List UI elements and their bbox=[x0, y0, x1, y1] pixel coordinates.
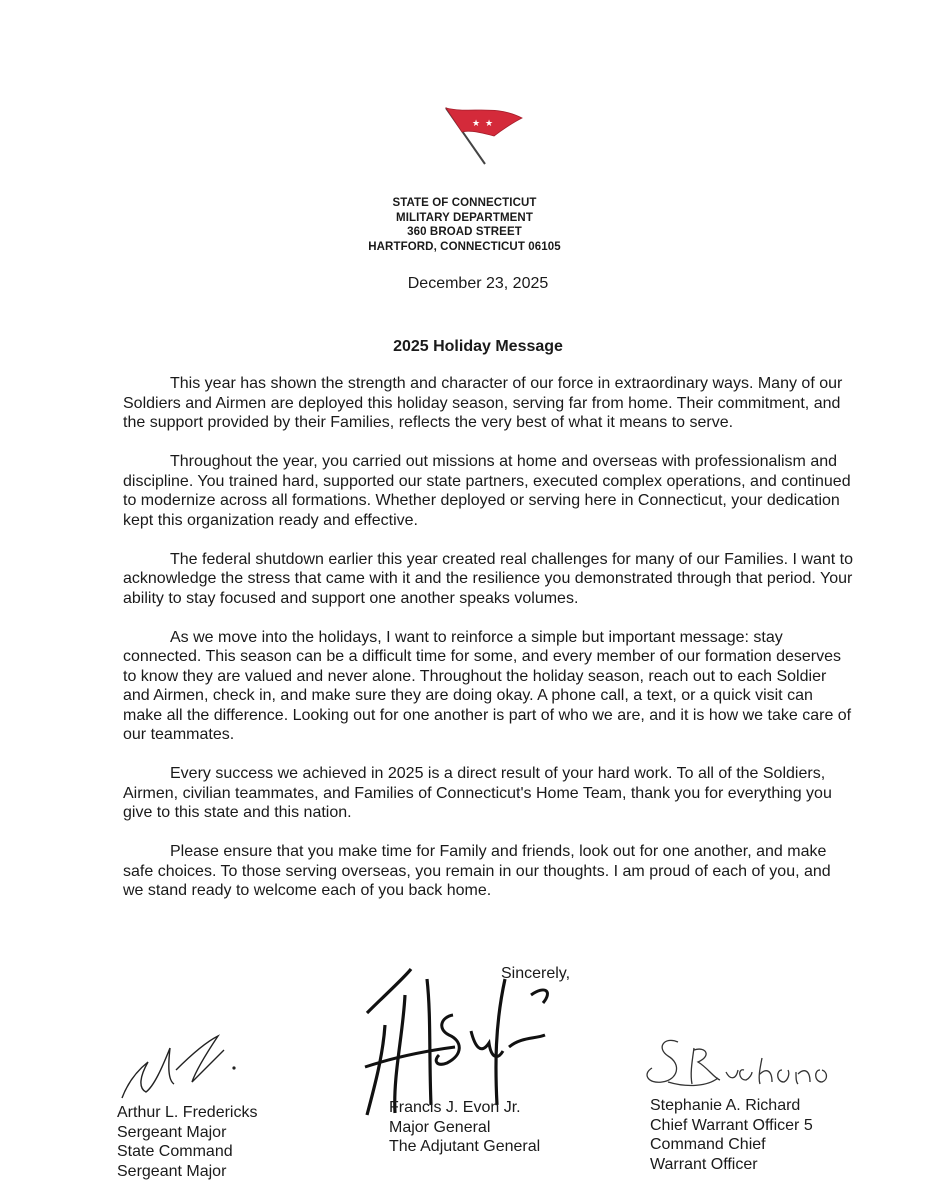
signatory-name: Stephanie A. Richard bbox=[650, 1097, 801, 1114]
body-paragraph: Please ensure that you make time for Family and friends, look out for one another, and make safe choices. To those serving overseas, you remain in our thoughts. I am proud of each of you, and we stand ready to welcome each of you back home. bbox=[123, 843, 831, 899]
body-paragraph: As we move into the holidays, I want to reinforce a simple but important message: stay connected. This season can be a difficult time for some, and every member of our formation deserves to know they are valued and never alone. Throughout the holiday season, reach out to each Soldier and Airmen, check in, and make sure they are doing okay. A phone call, a text, or a quick visit can make all the difference. Looking out for one another is part of who we are, and it is how we take care of our teammates. bbox=[123, 628, 852, 743]
signatory-title: Warrant Officer bbox=[650, 1155, 758, 1173]
signatory-title: Sergeant Major bbox=[117, 1162, 227, 1180]
signatory-title: Major General bbox=[389, 1118, 491, 1136]
signatory-title: Command Chief bbox=[650, 1136, 766, 1153]
closing: Sincerely, bbox=[501, 965, 571, 982]
signatory-right bbox=[650, 1096, 813, 1174]
signature-left bbox=[110, 1020, 250, 1105]
body-paragraph: This year has shown the strength and character of our force in extraordinary ways. Many of our Soldiers and Airmen are deployed this holiday season, serving far from home. Their commitment, and the support provided by their Families, reflects the very best of what it means to serve. bbox=[123, 375, 843, 431]
letterhead bbox=[300, 196, 629, 254]
letter-subject: 2025 Holiday Message bbox=[393, 338, 563, 355]
letterhead-line: HARTFORD, CONNECTICUT 06105 bbox=[368, 240, 561, 253]
signatory-middle bbox=[389, 1098, 540, 1157]
letter-body bbox=[123, 374, 853, 920]
signatory-title: The Adjutant General bbox=[389, 1138, 541, 1155]
signatory-title: Sergeant Major bbox=[117, 1123, 227, 1141]
signatory-name: Francis J. Evon Jr. bbox=[389, 1099, 521, 1116]
signatory-left bbox=[117, 1103, 257, 1181]
signature-right bbox=[638, 1028, 838, 1100]
general-flag-icon bbox=[440, 100, 540, 170]
body-paragraph: Every success we achieved in 2025 is a direct result of your hard work. To all of the Soldiers, Airmen, civilian teammates, and Families of Connecticut's Home Team, thank you for everything you give to this state and this nation. bbox=[123, 765, 832, 821]
svg-text:★: ★ bbox=[485, 119, 494, 129]
body-paragraph: The federal shutdown earlier this year created real challenges for many of our Families. I want to acknowledge the stress that came with it and the resilience you demonstrated through that period. Your ability to stay focused and support one another speaks volumes. bbox=[123, 550, 853, 607]
svg-text:★: ★ bbox=[472, 119, 481, 129]
letterhead-line: STATE OF CONNECTICUT bbox=[392, 197, 537, 209]
signatory-title: State Command bbox=[117, 1143, 233, 1160]
signatory-title: Chief Warrant Officer 5 bbox=[650, 1116, 813, 1134]
signatory-name: Arthur L. Fredericks bbox=[117, 1104, 258, 1121]
letter-date: December 23, 2025 bbox=[407, 275, 549, 292]
body-paragraph: Throughout the year, you carried out missions at home and overseas with professionalism and discipline. You trained hard, supported our state partners, executed complex operations, and continued to modernize across all formations. Whether deployed or serving here in Connecticut, your dedication kept this organization ready and effective. bbox=[123, 453, 851, 529]
letterhead-line: 360 BROAD STREET bbox=[407, 226, 522, 238]
letterhead-line: MILITARY DEPARTMENT bbox=[396, 211, 533, 224]
